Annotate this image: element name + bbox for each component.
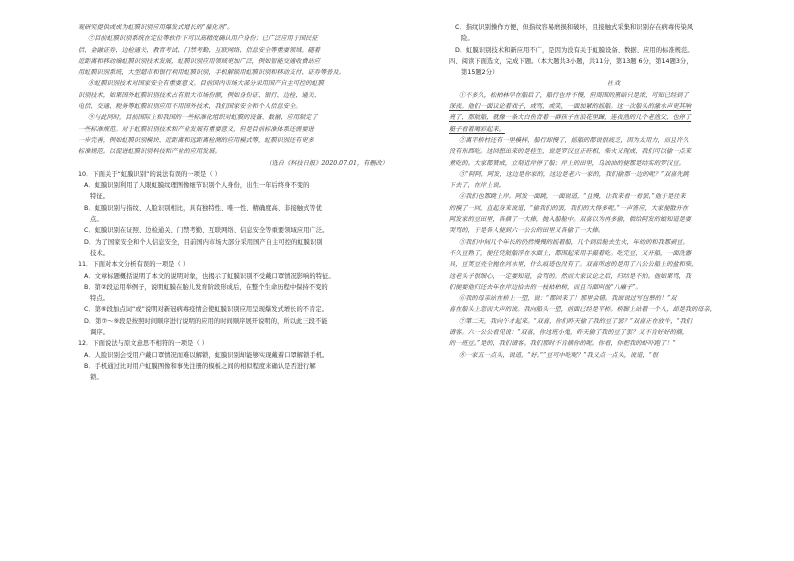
text-line: ⑦第二天，我向午才起来。“双喜，你们昨天偷了我的豆了罢？”双喜正在放牛，“我们 (459, 317, 693, 325)
text-line: 请客。六一公公看见说：“双喜，你这班小鬼，昨天偷了我的豆了罢？又不肯好好的摘， (449, 329, 689, 337)
text-line: 这老头子很细心，一定要知道，会骂的。然而大家议论之后，归结是不怕。他如果骂，我 (449, 272, 692, 280)
text-line: 标准规范。以促进虹膜识别科技和产业的应用发展。 (78, 148, 221, 156)
text-line: 的一班豆。”是的，我们请客。我们那时不肯摘你的呢。你看，你把我的虾吓跑了！” (449, 340, 676, 348)
text-line: 的摸了一回，直起身来说道，“偷我们的罢，我们的大得多呢。”一声答应，大家便散开在 (449, 204, 689, 212)
text-line: ⑦目前虹膜识别系统在定位等软件下可以高精度确认用户身份；已广泛应用于国民征 (88, 35, 318, 43)
text-line: 观研究提供或成为虹膜识别应用爆发式增长的“催化剂”。 (78, 24, 234, 31)
text-line: 煮吃的。大家都赞成，立刻近岸停了船；岸上的田里，乌油油的便都是结实的罗汉豆。 (449, 159, 685, 167)
text-line: 社戏 (606, 80, 621, 88)
text-line: 们便要他归还去年在岸边拾去的一枝枯柏树，而且当面叫他“八癞子”。 (449, 283, 642, 291)
text-line: D．第⑦～⑨段是按照时间顺序进行说明的应用的时间顺序展开说明的，所以此三段不能 (84, 317, 328, 325)
text-line: ②离平桥村还有一里模样，船行却慢了，摇船的都说很疲乏，因为太用力，而且许久 (459, 136, 689, 144)
text-line: 技术。 (90, 249, 109, 257)
text-line: 识别技术，如果国外虹膜识别技术占有很大市场份额，例如身份证、银行、边检、通关、 (78, 91, 321, 99)
text-line: D．虹膜识别技术和新应用不广，是因为没有关于虹膜设备、数据、应用的标准规范。 (455, 46, 694, 54)
text-line: C．虹膜识别在证照、边检通关、门禁考勤、互联网络、信息安全等重要领域应用广泛。 (84, 227, 329, 235)
text-line: 用虹膜识别系统，大型超市和银行利用虹膜识别，手机解锁用虹膜识别和移动支付、证券等普及。 (78, 69, 345, 77)
text-line: 第15题2分） (461, 69, 499, 77)
text-line: 特点。 (90, 295, 109, 303)
text-line: B．手机通过比对用户虹膜图像和事先注册的模板之间的相似程度来确认是否进行解 (84, 362, 316, 370)
text-line: 不久豆熟了，便任凭航船浮在水面上，都围起来用手撮着吃。吃完豆，又开船，一面洗器 (449, 249, 692, 257)
text-line: 锁。 (90, 374, 103, 382)
text-line: C．第⑥段加点词“或”说明对新冠病毒疫情会使虹膜识别应用呈现爆发式增长的不肯定。 (84, 306, 329, 314)
text-line: 一些标准规范。对于虹膜识别技术和产业发展有重要意义，但是目前标准体系还需要进 (78, 125, 314, 133)
text-line: 四、阅读下面选文，完成下题。（本大题共3小题，共11分，第13题 6分，第14题3分， (449, 57, 693, 65)
text-line: 艇子看着喝彩起来。 (449, 125, 505, 133)
text-line: 特征。 (90, 193, 109, 201)
text-line: B．虹膜识别与指纹、人脸识别相比，具有独特性、唯一性、精确度高、非接触式等优 (84, 204, 323, 212)
text-line: B．第②段运用举例子，说明虹膜在胎儿发育阶段形成后，在整个生命历程中保持不变的 (84, 283, 328, 291)
right-column (449, 22, 779, 361)
text-line: 没有东西吃。这回想出来的是桂生，说是罗汉豆正旺相，柴火又现成，我们可以偷一点来 (449, 148, 692, 156)
text-line: ⑧虹膜识别技术对国家安全有重要意义。目前国内市场大部分采用国产自主可控的虹膜 (88, 80, 324, 88)
text-line: 调序。 (90, 329, 109, 337)
text-line: 电信、交通、税务等虹膜识别应用不用国外技术，我们国家安全和个人信息安全。 (78, 103, 302, 111)
text-line: 近距离和移动端虹膜识别技术发展，虹膜识别应用领域更加广泛，例如智能交通收费站应 (78, 57, 321, 65)
left-column (78, 22, 408, 384)
text-line: C．指纹识别操作方便，但指纹容易磨损和破坏，且接触式采集和识别存在病毒传染风 (455, 24, 694, 31)
text-line: 亮了，那航船，就像一条大白鱼背着一群孩子在浪花里蹿，连夜渔的几个老渔父，也停了 (449, 114, 692, 122)
text-line: 10．下面关于“虹膜识别”的说法有误的一项是（ ） (78, 170, 221, 178)
text-line: A．人脸识别会受用户戴口罩情况而难以解锁，虹膜识别却能够实现戴着口罩解锁手机。 (84, 351, 329, 359)
text-line: 哭骂的，于是各人便到六一公公的田里又各偷了一大捧。 (449, 227, 605, 235)
text-line: ④我们也都跳上岸。阿发一面跳，一面说道，“且慢，让我来看一看罢，”他于是往来 (459, 193, 686, 201)
text-line: 深夜。他们一面议论着戏子，或骂，或笑，一面加紧的摇船。这一次船头的激水声更其响 (449, 103, 692, 111)
text-line: D．为了国家安全和个人信息安全，目前国内市场大部分采用国产自主可控的虹膜识别 (84, 238, 323, 246)
text-line: ⑧一家五一点头，说道，“好。”“豆可中吃呢？”我又点一点头，说道，“很 (459, 351, 659, 359)
text-line: 具，豆荚豆壳全抛在河水里，什么痕迹也没有了。双喜所虑的是用了八公公船上的盐和柴， (449, 261, 698, 269)
text-line: 险。 (461, 35, 474, 43)
text-line: A．虹膜识别利用了人眼虹膜纹理图像细节识别个人身份，出生一年后终身不变的 (84, 182, 310, 190)
text-line: ⑥我的母亲站在桥上一望，说：“都回来了！那里会错。我原说过写包票的！”双 (459, 295, 677, 303)
text-line: ⑨与此同时，目前国际上和我国的一些标准化组织对虹膜的设备、数据、应用制定了 (88, 114, 318, 122)
text-line: 一步完善，例如虹膜识别模块、近距离和远距离检测的应用模式等，虹膜识别还有更多 (78, 136, 314, 144)
text-line: A．文章标题概括说明了本文的说明对象，也揭示了虹膜识别不受戴口罩情况影响的特征。 (84, 272, 335, 280)
text-line: 喜在船头上忽而大声的说。我向船头一望，前面已经是平桥。桥脚上站着一个人，却是我的母亲， (449, 306, 716, 314)
text-line: 11．下面对本文分析有误的一项是（ ） (78, 261, 190, 269)
text-line: ③“阿阿，阿发，这边是你家的，这边是老六一家的，我们偷那一边的呢？”双喜先跳 (459, 170, 689, 178)
text-line: ⑤我们中间几个年长的仍然慢慢的摇着船，几个到后舱去生火，年幼的和我都剥豆。 (459, 238, 689, 246)
text-line: 阿发家的豆田里，各摘了一大捧，抛入船舱中。双喜以为再多偷，倘给阿发的娘知道是要 (449, 216, 692, 224)
text-line: 点。 (90, 216, 103, 224)
text-line: ①不多久，松柏林早在船后了，船行也并不慢，但周围的黑暗只是浓，可知已经到了 (459, 91, 689, 99)
text-line: 下去了，在岸上说。 (449, 182, 505, 190)
text-line: 信、金融证券、边检通关、教育考试、门禁考勤、互联网络、信息安全等重要领域。随着 (78, 46, 321, 54)
text-line: 12．下面说法与原文意思不相符的一项是（ ） (78, 340, 209, 348)
text-line: （选自《科技日报》2020.07.01，有删改） (265, 159, 388, 167)
